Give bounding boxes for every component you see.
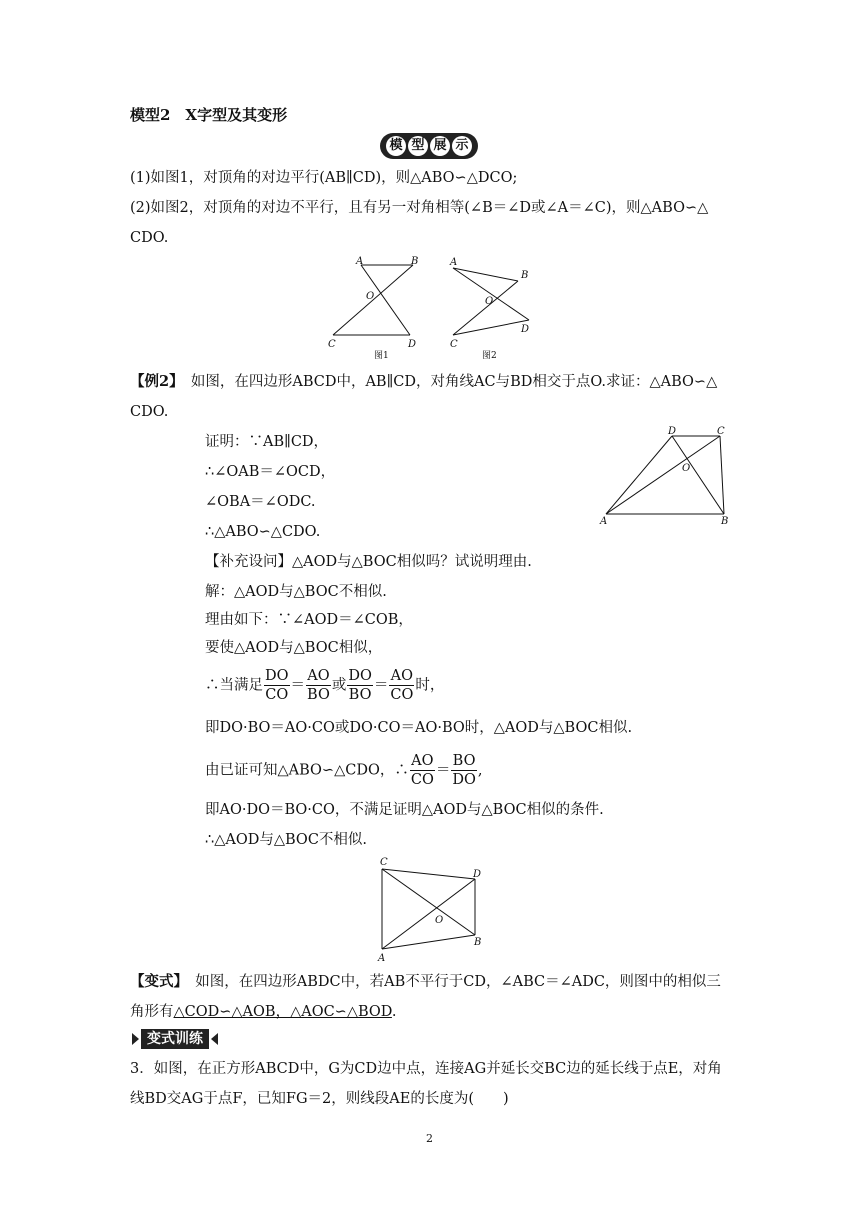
triangle-right-icon	[132, 1033, 139, 1045]
solution-condition-line: ∴当满足 $\frac{DO}{CO}$ ＝ $\frac{AO}{BO}$ 或 $\frac{DO}{BO}$ ＝ $\frac{AO}{CO}$ 时，	[205, 668, 445, 703]
known-suffix: ,	[477, 762, 483, 779]
fraction-ao-co-2: $\frac{AO}{CO}$	[410, 753, 434, 788]
intro-line-2: (2)如图2，对顶角的对边不平行，且有另一对角相等(∠B＝∠D或∠A＝∠C)，则△ABO∽△	[130, 200, 709, 216]
fig4-label-c: C	[380, 857, 388, 868]
fig1-label-o: O	[366, 291, 375, 302]
figure-variant	[372, 855, 492, 965]
fig1-caption: 图1	[374, 351, 389, 361]
condition-prefix: ∴当满足	[205, 677, 263, 694]
condition-suffix: 时，	[415, 677, 445, 694]
fig2-caption: 图2	[482, 351, 497, 361]
variant-line-1	[130, 972, 721, 992]
solution-line-2: 理由如下：∵∠AOD＝∠COB，	[205, 612, 413, 628]
question-3-line-2: 线BD交AG于点F，已知FG＝2，则线段AE的长度为( )	[130, 1091, 509, 1107]
fraction-do-co: $\frac{DO}{CO}$	[265, 668, 289, 703]
figure-example-2	[596, 424, 736, 528]
solution-line-1: 解：△AOD与△BOC不相似.	[205, 584, 387, 600]
variant-line-2	[130, 1002, 397, 1022]
example-2-tag: 【例2】	[130, 373, 177, 390]
question-3-line-1: 3．如图，在正方形ABCD中，G为CD边中点，连接AG并延长交BC边的延长线于点E，对角	[130, 1061, 722, 1077]
badge-char: 模	[386, 136, 406, 156]
solution-line-3: 要使△AOD与△BOC相似，	[205, 640, 383, 656]
intro-line-3: CDO.	[130, 230, 169, 246]
solution-line-7: 即AO·DO＝BO·CO，不满足证明△AOD与△BOC相似的条件.	[205, 802, 604, 818]
section-title: 模型2 X字型及其变形	[130, 106, 288, 124]
fraction-ao-bo: $\frac{AO}{BO}$	[307, 668, 330, 703]
intro-line-1: (1)如图1，对顶角的对边平行(AB∥CD)，则△ABO∽△DCO;	[130, 170, 518, 186]
known-prefix: 由已证可知△ABO∽△CDO，∴	[205, 762, 409, 779]
fig1-label-a: A	[356, 256, 364, 267]
proof-line-3: ∠OBA＝∠ODC.	[205, 494, 316, 510]
fig2-label-d: D	[521, 324, 530, 335]
variant-text: 如图，在四边形ABDC中，若AB不平行于CD，∠ABC＝∠ADC，则图中的相似三	[180, 974, 721, 990]
fig4-label-a: A	[378, 953, 386, 964]
figures-1-2	[320, 252, 550, 362]
fraction-do-bo: $\frac{DO}{BO}$	[348, 668, 372, 703]
badge-char: 展	[430, 136, 450, 156]
variant-tag: 【变式】	[130, 973, 181, 990]
example-2-text: 如图，在四边形ABCD中，AB∥CD，对角线AC与BD相交于点O.求证：△ABO∽△	[176, 374, 718, 390]
fig4-label-b: B	[474, 937, 482, 948]
supplement-question: 【补充设问】△AOD与△BOC相似吗？试说明理由.	[205, 554, 532, 570]
variant-answer: △COD∽△AOB，△AOC∽△BOD	[173, 1004, 392, 1020]
variant-training-header	[130, 1029, 220, 1049]
badge-char: 型	[408, 136, 428, 156]
proof-line-4: ∴△ABO∽△CDO.	[205, 524, 321, 540]
fig1-label-b: B	[411, 256, 419, 267]
proof-line-1: 证明：∵AB∥CD，	[205, 434, 329, 450]
figure-1	[328, 256, 418, 361]
fig2-label-o: O	[485, 296, 494, 307]
fig1-label-c: C	[328, 339, 336, 350]
figure-2	[449, 257, 529, 361]
variant-training-label: 变式训练	[141, 1029, 209, 1049]
fig4-label-d: D	[473, 869, 482, 880]
fig3-label-o: O	[682, 463, 691, 474]
fig3-label-c: C	[717, 426, 725, 437]
fig1-label-d: D	[408, 339, 417, 350]
fig2-label-b: B	[521, 270, 529, 281]
solution-line-5: 即DO·BO＝AO·CO或DO·CO＝AO·BO时，△AOD与△BOC相似.	[205, 720, 633, 736]
fig3-label-b: B	[721, 516, 729, 527]
variant-suffix: .	[391, 1004, 397, 1020]
triangle-left-icon	[211, 1033, 218, 1045]
fig3-label-a: A	[600, 516, 608, 527]
fraction-bo-do: $\frac{BO}{DO}$	[452, 753, 476, 788]
badge-char: 示	[452, 136, 472, 156]
page-number: 2	[426, 1132, 433, 1145]
proof-line-2: ∴∠OAB＝∠OCD，	[205, 464, 336, 480]
solution-line-8: ∴△AOD与△BOC不相似.	[205, 832, 368, 848]
condition-or: 或	[331, 677, 347, 694]
solution-line-6: 由已证可知△ABO∽△CDO，∴ $\frac{AO}{CO}$ ＝ $\frac{BO}{DO}$ ,	[205, 753, 483, 788]
fraction-ao-co: $\frac{AO}{CO}$	[390, 668, 414, 703]
model-showcase-badge	[380, 133, 478, 159]
fig2-label-c: C	[450, 339, 458, 350]
example-2-line-2: CDO.	[130, 404, 169, 420]
fig4-label-o: O	[435, 915, 444, 926]
example-2-line-1	[130, 372, 717, 392]
fig3-label-d: D	[668, 426, 677, 437]
fig2-label-a: A	[450, 257, 458, 268]
variant-prefix: 角形有	[130, 1004, 174, 1020]
